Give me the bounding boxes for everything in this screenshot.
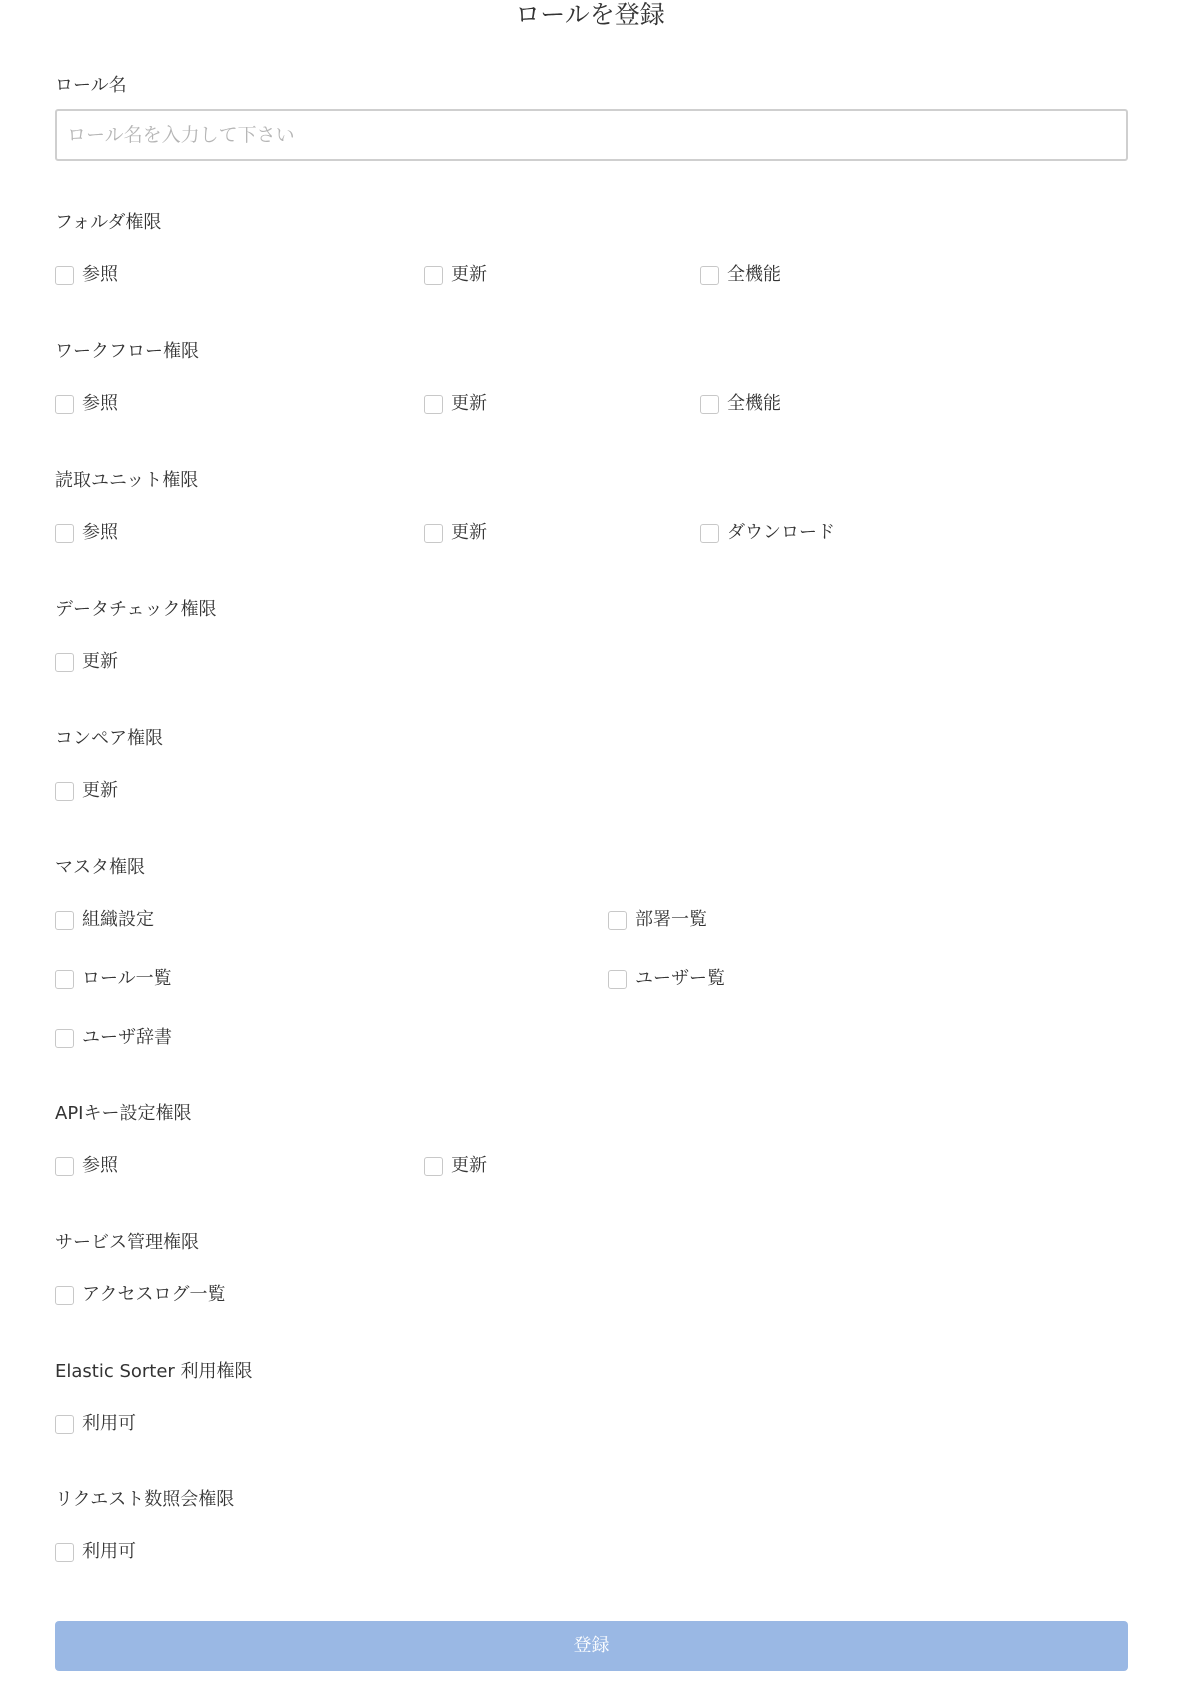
checkbox-box[interactable] (424, 266, 443, 285)
api-key-update-checkbox[interactable] (424, 1154, 487, 1178)
folder-permission-label: フォルダ権限 (55, 212, 162, 233)
checkbox-box[interactable] (55, 1543, 74, 1562)
request-count-enabled-checkbox[interactable] (55, 1540, 136, 1564)
workflow-full-checkbox[interactable] (700, 392, 781, 416)
checkbox-label: 参照 (82, 1155, 118, 1176)
checkbox-box[interactable] (424, 1157, 443, 1176)
checkbox-label: 更新 (451, 264, 487, 285)
folder-view-checkbox[interactable] (55, 263, 118, 287)
checkbox-box[interactable] (55, 1286, 74, 1305)
checkbox-label: 更新 (451, 393, 487, 414)
checkbox-label: 更新 (451, 522, 487, 543)
checkbox-label: 全機能 (727, 264, 781, 285)
workflow-update-checkbox[interactable] (424, 392, 487, 416)
service-permission-label: サービス管理権限 (55, 1232, 199, 1253)
checkbox-label: 更新 (82, 651, 118, 672)
checkbox-box[interactable] (700, 266, 719, 285)
compare-update-checkbox[interactable] (55, 779, 118, 803)
request-count-permission-label: リクエスト数照会権限 (55, 1489, 235, 1510)
checkbox-box[interactable] (55, 524, 74, 543)
api-key-view-checkbox[interactable] (55, 1154, 118, 1178)
master-user-list-checkbox[interactable] (608, 967, 725, 991)
checkbox-box[interactable] (55, 266, 74, 285)
checkbox-box[interactable] (55, 1415, 74, 1434)
checkbox-box[interactable] (424, 395, 443, 414)
checkbox-box[interactable] (608, 970, 627, 989)
folder-full-checkbox[interactable] (700, 263, 781, 287)
folder-update-checkbox[interactable] (424, 263, 487, 287)
checkbox-box[interactable] (55, 395, 74, 414)
reader-unit-permission-label: 読取ユニット権限 (55, 470, 199, 491)
register-button[interactable]: 登録 (55, 1621, 1128, 1671)
master-permission-label: マスタ権限 (55, 857, 145, 878)
checkbox-label: 全機能 (727, 393, 781, 414)
checkbox-box[interactable] (55, 970, 74, 989)
master-user-dictionary-checkbox[interactable] (55, 1026, 172, 1050)
master-department-list-checkbox[interactable] (608, 908, 707, 932)
checkbox-label: 参照 (82, 522, 118, 543)
reader-unit-view-checkbox[interactable] (55, 521, 118, 545)
reader-unit-update-checkbox[interactable] (424, 521, 487, 545)
checkbox-label: 組織設定 (82, 909, 154, 930)
page-title: ロールを登録 (515, 0, 665, 29)
checkbox-box[interactable] (608, 911, 627, 930)
data-check-permission-label: データチェック権限 (55, 599, 217, 620)
service-access-log-checkbox[interactable] (55, 1283, 225, 1307)
checkbox-box[interactable] (55, 1157, 74, 1176)
checkbox-label: ユーザー覧 (635, 968, 725, 989)
checkbox-box[interactable] (424, 524, 443, 543)
checkbox-label: ダウンロード (727, 522, 835, 543)
checkbox-box[interactable] (55, 911, 74, 930)
data-check-update-checkbox[interactable] (55, 650, 118, 674)
checkbox-box[interactable] (700, 524, 719, 543)
role-name-input[interactable] (55, 109, 1128, 161)
checkbox-label: アクセスログ一覧 (82, 1284, 226, 1305)
elastic-sorter-enabled-checkbox[interactable] (55, 1412, 136, 1436)
reader-unit-download-checkbox[interactable] (700, 521, 835, 545)
master-org-settings-checkbox[interactable] (55, 908, 154, 932)
workflow-view-checkbox[interactable] (55, 392, 118, 416)
checkbox-box[interactable] (55, 1029, 74, 1048)
checkbox-label: 部署一覧 (635, 909, 707, 930)
checkbox-label: 更新 (451, 1155, 487, 1176)
checkbox-label: 更新 (82, 780, 118, 801)
master-role-list-checkbox[interactable] (55, 967, 172, 991)
compare-permission-label: コンペア権限 (55, 728, 163, 749)
checkbox-box[interactable] (700, 395, 719, 414)
checkbox-label: ロール一覧 (82, 968, 172, 989)
checkbox-label: 利用可 (82, 1541, 136, 1562)
checkbox-label: 参照 (82, 393, 118, 414)
checkbox-label: 参照 (82, 264, 118, 285)
api-key-permission-label: APIキー設定権限 (55, 1103, 192, 1124)
checkbox-box[interactable] (55, 653, 74, 672)
role-name-label: ロール名 (55, 75, 127, 96)
checkbox-label: 利用可 (82, 1413, 136, 1434)
workflow-permission-label: ワークフロー権限 (55, 341, 199, 362)
checkbox-label: ユーザ辞書 (82, 1027, 172, 1048)
checkbox-box[interactable] (55, 782, 74, 801)
elastic-sorter-permission-label: Elastic Sorter 利用権限 (55, 1361, 253, 1382)
